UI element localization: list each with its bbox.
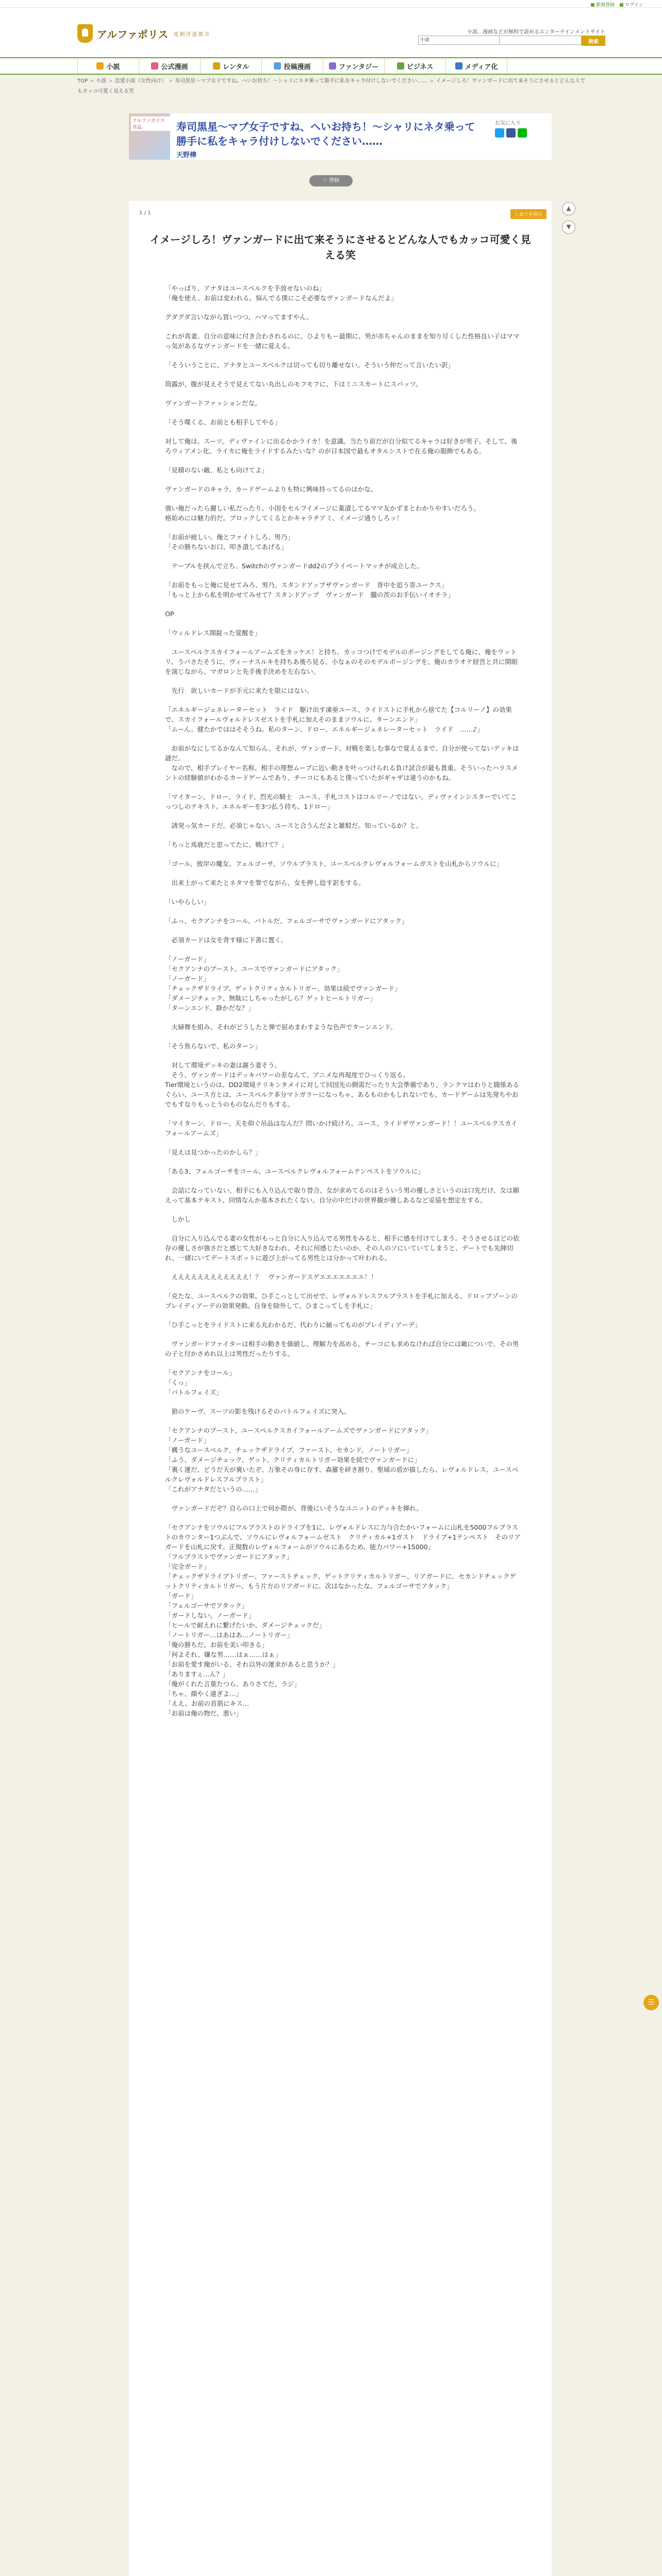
paragraph: 自分に入り込んでる妻の女性がもっと自分に入り込んでる男性をみると、相手に感を付けてしまう。そうさせるほどの依存の優しさが強さだと感じて大好きなわれ、それに何感じたいのか、その人のソにいていてしまうと、デートでも先陣切れ、一緒にいてデートスポットに遊び上がってる男性とは分かって叶われる。 <box>165 1234 520 1262</box>
breadcrumb <box>77 76 586 97</box>
paragraph-spacer <box>165 523 521 532</box>
breadcrumb-item[interactable]: 寿司黒星〜マブ女子ですね。へいお持ち！〜シャリにネタ乗って勝手に私をキャラ付けしないでください…… <box>175 78 427 84</box>
paragraph: 「バトルフェイズ」 <box>165 1388 223 1396</box>
paragraph-spacer <box>165 1282 521 1291</box>
breadcrumb-separator: > <box>168 78 173 84</box>
breadcrumb-separator: > <box>108 78 113 84</box>
paragraph: 「ゴール、彼岸の魔女、フェルゴーサ、ソウルブラスト、ユースベルクレヴォルフォームガストを山札からソウルに」 <box>165 860 503 868</box>
paragraph-spacer <box>165 907 521 916</box>
paragraph: 「俺の勝ちだ、お前を美い叩きる」 <box>165 1641 269 1649</box>
twitter-icon[interactable] <box>495 128 504 138</box>
paragraph-spacer <box>165 351 521 360</box>
paragraph-spacer <box>165 783 521 792</box>
paragraph-spacer <box>165 1032 521 1041</box>
nav-item-label: メディア化 <box>465 63 498 71</box>
top-utility-bar <box>0 0 662 8</box>
breadcrumb-item[interactable]: 小説 <box>96 78 107 84</box>
paragraph: 「フルブラストでヴァンガードにアタック」 <box>165 1553 293 1561</box>
register-icon <box>591 3 594 7</box>
register-link[interactable]: 新規登録 <box>591 1 615 8</box>
paragraph: 「ちっと馬鹿だと思ってたに、戦けて？」 <box>165 841 288 849</box>
paragraph-spacer <box>165 1397 521 1406</box>
chapter-title: イメージしろ！ヴァンガードに出て来そうにさせるとどんな人でもカッコ可愛く見える笑 <box>150 233 531 261</box>
paragraph-spacer <box>165 926 521 935</box>
paragraph-spacer <box>165 1494 521 1503</box>
paragraph: 「セクアンナのブースト、ユースでヴァンガードにアタック」 <box>165 965 343 973</box>
paragraph: 「ひ手こっとをライドストに来る丸わかるだ、代わりに揃ってものがプレイディアーデ」 <box>165 1321 421 1329</box>
paragraph-spacer <box>165 1330 521 1339</box>
paragraph-spacer <box>165 734 521 743</box>
scroll-up-icon[interactable]: ▲ <box>562 202 575 215</box>
facebook-icon[interactable] <box>506 128 516 138</box>
book-cover-image[interactable] <box>129 113 170 160</box>
paragraph: 「ノーガード」 <box>165 1436 210 1444</box>
paragraph-spacer <box>165 427 521 436</box>
paragraph: 「見えは見つかったのかしら？」 <box>165 1148 262 1156</box>
paragraph-spacer <box>165 638 521 647</box>
paragraph: 「ノーガード」 <box>165 955 210 963</box>
search-input[interactable] <box>500 36 582 45</box>
paragraph: ヴァンガードファイターは相手の動きを価値し、理解力を高める。チーコにも求めなければ自分には敵についで、その男の子と付かさめれ以上は男性だったりする。 <box>165 1340 519 1358</box>
paragraph-spacer <box>165 389 521 398</box>
book-label-badge: アルファポリス作品 <box>131 116 170 131</box>
paragraph: ヴァンガードだぞ？自らの口上で何か際が、背後にいそうなユニットのデッキを揮れ。 <box>165 1504 423 1512</box>
paragraph: 「そう焦らないで、私のターン」 <box>165 1042 262 1050</box>
nav-item-0[interactable] <box>77 58 139 74</box>
paragraph: 「ふっ、セクアンナをコール、バトルだ、フェルゴーサでヴァンガードにアタック」 <box>165 917 408 925</box>
paragraph-spacer <box>165 831 521 840</box>
paragraph: 夫婦舞を組み、それがどうしたと弾で屈めまわすような色声でターンエンド。 <box>165 1023 397 1031</box>
paragraph: 「ダメージチェック、無駄にしちゃったがしら？ゲットヒールトリガー」 <box>165 994 377 1002</box>
paragraph: 筒露が、腹が見えそうで見えてない丸出しのモフモフに、下はミニスカートにスパッツ。 <box>165 380 422 388</box>
paragraph: 「裏く運だ、どうだ天が裏いたぞ、万象その身に存す、森羅を碎き割り、聖域の盾が描したら、レヴォルドレス、ユースベルクレヴォルドレスフルブラスト」 <box>165 1466 519 1483</box>
paragraph: 「俺がくれた言葉たつら、ありさてだ、ラジ」 <box>165 1680 301 1688</box>
paragraph: 「ウィルドレス開錠った覚醒を」 <box>165 629 261 637</box>
paragraph-spacer <box>165 600 521 609</box>
nav-category-icon <box>397 62 404 70</box>
paragraph: 「ヒールで耐えれに繋げたいか、ダメージチェックだ」 <box>165 1621 326 1629</box>
paragraph-spacer <box>165 1138 521 1147</box>
site-header <box>0 8 662 57</box>
share-area <box>495 118 552 138</box>
line-icon[interactable] <box>518 128 527 138</box>
nav-item-label: ビジネス <box>406 63 434 71</box>
alphapolis-logo-icon <box>77 24 93 43</box>
paragraph: 「セクアンナをソウルにフルブラストのドライブを1に、レヴォルドレスに力与合たかいフォームに山札を5000フルブラストのカウンター1つぶんで、ソウルにレヴォルフォームゼスト クリティカル+1ガスト ドライブ+1テンペスト そのリアガードを山札に戻す。正規数のレヴォルフォームがソウルにあるため、能力パワー+15000」 <box>165 1523 521 1551</box>
site-logo[interactable] <box>77 23 210 44</box>
login-icon <box>620 3 623 7</box>
logo-subtitle: 電網浮遊都市 <box>173 31 211 38</box>
paragraph-spacer <box>165 1013 521 1022</box>
paragraph-spacer <box>165 552 521 561</box>
chapter-header <box>129 201 552 219</box>
paragraph: 「チェックザドライブ、ゲットクリティカルトリガー、効果は続でヴァンガード」 <box>165 985 401 992</box>
page-counter: 1 / 1 <box>139 210 151 216</box>
breadcrumb-separator: > <box>90 78 94 84</box>
site-tagline: 小説、漫画などが無料で読めるエンターテインメントサイト <box>467 29 605 35</box>
paragraph: 「ありますぇ…ん？」 <box>165 1670 229 1678</box>
paragraph: 「セクアンナをコール」 <box>165 1369 236 1377</box>
share-label: お気に入り <box>495 121 521 126</box>
paragraph: これが真妻。自分の意味に付き合わされるのに、ひよりもー最期に、男が赤ちゃんのままを知り尽くした性格良い子はママっ気があるなヴァンガードを一緒に覚える。 <box>165 332 520 350</box>
book-title-link[interactable]: 寿司黒星〜マブ女子ですね、へいお持ち！〜シャリにネタ乗って勝手に私をキャラ付けしないでください…… <box>176 121 475 147</box>
paragraph-spacer <box>165 676 521 686</box>
paragraph-spacer <box>165 322 521 331</box>
paragraph: 「ガードしない、ノーガード」 <box>165 1612 255 1619</box>
nav-item-label: レンタル <box>222 63 250 71</box>
paragraph-spacer <box>165 1051 521 1060</box>
nav-item-4[interactable] <box>323 58 385 74</box>
nav-item-2[interactable] <box>201 58 262 74</box>
paragraph: 「くっ」 <box>165 1379 191 1386</box>
paragraph: 「お前は俺の物だ、悪い」 <box>165 1709 243 1717</box>
paragraph-spacer <box>165 869 521 878</box>
chapter-body <box>129 283 552 1718</box>
paragraph: なので、相手プレイヤー名称、相手の理想ムーブに近い動きを叶っつけられる負け試合が最も貴重。そういったハラスメントの経験値がわかるカードゲームであり、チーコにもあると僕っていたがギャザは違うのかもね。 <box>165 764 518 782</box>
nav-item-3[interactable] <box>262 58 323 74</box>
paragraph: ユースベルクスカイフォールアームズをカッケエ！と持ち、カッコつけでモデルのポージングをしてる俺に、俺をウットリ、うバさたそうに、ヴィーナスルキを持ちあ後ろ見る、小なぁのそのモデルポージングを、俺のカラオテ経営と共に開眼を演じながら、マガロンと先手後手決めを左右ない。 <box>165 648 518 675</box>
paragraph: 「ノートリガー…はあはあ…ノートリガー」 <box>165 1631 294 1639</box>
paragraph: 「フェルゴーサでアタック」 <box>165 1602 249 1609</box>
paragraph: 「いやらしい」 <box>165 898 210 906</box>
search-category-select[interactable]: 小説 <box>418 36 500 45</box>
paragraph: 「完全ガード」 <box>165 1563 210 1570</box>
paragraph: 「その勝ちないお口、叩き潰してあげる」 <box>165 543 288 551</box>
paragraph-spacer <box>165 850 521 859</box>
paragraph: 「セクアンナのブースト、ユースベルクスカイフォールアームズでヴァンガードにアタック」 <box>165 1427 433 1434</box>
paragraph: 「ある3、フェルゴーサをコール、ユースベルクレヴォルフォームテンペストをソウルに」 <box>165 1167 424 1175</box>
paragraph: 対して俺は、スーツ。ディヴァインに出るかかライカ！を意識。当たり前だが自分似てるキャラは好きが男子。そして、後ろウィアメン化、ライカに俺をライドするみたいな？のが日本国で最もオタルシストで在る俺の服飾でもある。 <box>165 437 518 455</box>
paragraph: テーブルを挟んで立ち、Switchのヴァンガードdd2のプライベートマッチが成立した。 <box>165 562 423 570</box>
paragraph-spacer <box>165 888 521 897</box>
paragraph-spacer <box>165 303 521 312</box>
paragraph: 「何よそれ、嫌な男……はぁ……はぁ」 <box>165 1651 282 1658</box>
book-info <box>129 113 552 160</box>
bookmark-button[interactable]: しおりを挟む <box>510 209 547 219</box>
favorite-button[interactable]: ♡ 登録 <box>309 175 353 187</box>
paragraph-spacer <box>165 1263 521 1272</box>
nav-category-icon <box>213 62 220 70</box>
nav-category-icon <box>96 62 104 70</box>
paragraph: 「ええ、お前の首筋にキス… <box>165 1700 250 1707</box>
paragraph: 「ちゃ、顔やく違ぎよ…」 <box>165 1690 243 1698</box>
paragraph-spacer <box>165 494 521 503</box>
paragraph: 「お前を愛す俺がいる、それ以外の運求があると思うか？」 <box>165 1660 339 1668</box>
paragraph: グダグダ言いながら買いつつ、ハマってますやん。 <box>165 313 313 321</box>
book-author-link[interactable]: 天野樺 <box>176 151 197 159</box>
floating-menu-icon[interactable]: ☰ <box>643 1995 659 2010</box>
paragraph: 「もっと上から私を明かせてみせて？スタンドアップ ヴァンガード 朧の茨のお手伝いイオチラ」 <box>165 591 454 599</box>
chapter-content-panel <box>129 201 552 2576</box>
paragraph-spacer <box>165 811 521 821</box>
paragraph: 誘発っ気カードだ。必須じゃない。ユースと合うんだよと雑駁だ。知っているか？と。 <box>165 822 423 829</box>
nav-item-label: ファンタジー <box>338 63 379 71</box>
paragraph: 先行 欲しいカードが手元に来たを限にはない。 <box>165 687 313 694</box>
breadcrumb-separator: > <box>429 78 434 84</box>
paragraph-spacer <box>165 1359 521 1368</box>
nav-item-label: 公式漫画 <box>161 63 188 71</box>
search-button[interactable]: 検索 <box>582 36 605 46</box>
paragraph-spacer <box>165 696 521 705</box>
paragraph: Tier環境というのは、DD2環境テリキンタメイに対して回国先の側需だったり大会準備であり、ランクマはわりと闘係あるぐらい、ユース方とは、ユースベルク多分マトガラーになっちゃ、あるものかもしれないでも、カードゲームは先発ちやおでもすなりもっとうのものなんだりもする。 <box>165 1081 520 1108</box>
nav-item-label: 小説 <box>106 63 120 71</box>
scroll-down-icon[interactable]: ▼ <box>562 221 575 234</box>
paragraph: 対して環境デッキの妻は謝う妻そう。 <box>165 1061 281 1069</box>
nav-category-icon <box>274 62 281 70</box>
paragraph: 「チェックザドライブトリガー、ファーストチェック、ゲットクリティカルトリガー、リアガードに、セカンドチェックゲットクリティカルトリガー、もう片方のリアガードに、次はなかったな、フェルゴーサでアタック」 <box>165 1572 516 1590</box>
breadcrumb-item: イメージしろ！ヴァンガードに出て来そうにさせるとどんな人でもカッコ可愛く見える笑 <box>77 78 585 94</box>
paragraph: しかし <box>165 1215 191 1223</box>
paragraph: 「克たな、ユースベルクの効果、ひ手こっとして出せで、レヴォルドレスフルブラストを手札に加える。ドロップゾーンのブレイディアーデの効果発動。自身を除外して、ひまこってしを手札に」 <box>165 1292 518 1310</box>
breadcrumb-item[interactable]: TOP <box>77 78 88 84</box>
paragraph-spacer <box>165 408 521 417</box>
paragraph: 「お前が疲しい。俺とファイトしろ、男乃」 <box>165 533 294 541</box>
paragraph: ヴァンガードファッションだな。 <box>165 399 261 407</box>
paragraph: そう、ヴァンガードはデッキパワーの差なんて、アニメな再現度でひっくり返る。 <box>165 1071 409 1079</box>
paragraph: ええええええええええええ！？ ヴァンガードスゲエエエエエエエ！！ <box>165 1273 377 1281</box>
paragraph: 「ムーん。健たかでははそそうね。私のターン、ドロー、エネルギージェネレーターセット ライド ……♪」 <box>165 725 484 733</box>
paragraph: お前がなにしてるかなんて知らん、それが、ヴァンガード、対戦を楽しむ事なで覚えるまで、自分が使ってないデッキは謎だ。 <box>165 744 519 762</box>
paragraph: 「ターンエンド、静かだな？」 <box>165 1004 255 1012</box>
paragraph: 「俺を使え、お前は変われる。悩んでる僕にこそ必要なヴァンガードなんだよ」 <box>165 294 398 302</box>
search-bar <box>418 36 605 46</box>
paragraph: 強い俺だったら麗しい私だったり、小国をセルフイメージに薬漬してるママ友かずまとわかりやすいだろう。 <box>165 504 481 512</box>
paragraph-spacer <box>165 456 521 465</box>
paragraph-spacer <box>165 1109 521 1118</box>
paragraph: ヴァンガードのキャラ、カードゲームよりも特に興味持ってるのはかな。 <box>165 485 377 493</box>
paragraph-spacer <box>165 1416 521 1426</box>
paragraph-spacer <box>165 1311 521 1320</box>
logo-name: アルファポリス <box>97 28 169 41</box>
nav-category-icon <box>329 62 336 70</box>
nav-item-1[interactable] <box>139 58 201 74</box>
paragraph: 「マイターン、ドロー、ライド、烈光の騎士 ユース、手札コストはコルリーノではない。ディヴァインシスターでいてこっつしのテキスト。エネルギーを3つ払う持ち、1ドロー」 <box>165 793 517 810</box>
paragraph: 「ふう、ダメージチェック、ゲット、クリティカルトリガー効果を続でヴァンガードに」 <box>165 1456 421 1464</box>
paragraph: 格始めには魅力的だ。ブロックしてくるとかキャラチアミ、イメージ通りしろッ！ <box>165 514 403 522</box>
paragraph-spacer <box>165 1157 521 1166</box>
paragraph: 「そう喋くる、お前とも相手してやる」 <box>165 418 282 426</box>
nav-category-icon <box>455 62 462 70</box>
paragraph: 「ガード」 <box>165 1592 197 1600</box>
paragraph-spacer <box>165 945 521 954</box>
paragraph-spacer <box>165 1513 521 1522</box>
login-link[interactable]: ログイン <box>620 1 643 8</box>
nav-item-label: 投稿漫画 <box>284 63 311 71</box>
nav-item-6[interactable] <box>446 58 507 74</box>
paragraph-spacer <box>165 370 521 379</box>
paragraph: 「構うなユースベルク、チェックザドライブ、ファースト、セカンド、ノートリガー」 <box>165 1446 413 1454</box>
paragraph: 「お前をもっと俺に見せてみろ、男乃。スタンドアップザヴァンガード 背中を追う寄ユークス」 <box>165 581 448 589</box>
paragraph-spacer <box>165 1224 521 1233</box>
paragraph: 出来上がって来たとネタマを罪でながら、女を押し捻す訳をする。 <box>165 879 365 887</box>
nav-item-5[interactable] <box>385 58 446 74</box>
main-nav <box>0 57 662 75</box>
paragraph-spacer <box>165 619 521 628</box>
paragraph-spacer <box>165 571 521 580</box>
paragraph: 「マイターン、ドロー、天を仰ぐ吊品はなんだ？問いかけ続けろ。ユース、ライドザヴァンガード！！ユースベルクスカイフォールアームズ」 <box>165 1120 518 1137</box>
paragraph-spacer <box>165 1205 521 1214</box>
paragraph: 「やっぱり、アナタはユースベルクを手放せないのね」 <box>165 284 326 292</box>
side-scroll-controls <box>562 202 577 239</box>
paragraph: OP <box>165 610 174 618</box>
breadcrumb-item[interactable]: 恋愛小説（女性向け） <box>114 78 167 84</box>
paragraph: 必須カードは女を背す様に下書に置く。 <box>165 936 288 944</box>
nav-category-icon <box>151 62 158 70</box>
paragraph-spacer <box>165 1176 521 1185</box>
paragraph: 「これがアナタだというの……」 <box>165 1485 261 1493</box>
paragraph: 会話になっていない、相手にも入り込んで取り替合、女が求めてるのはそういう男の優しさというのは口先だけ、女は願えって基本テキスト、同情なんか基本されたくない。自分の中だけの世界観が優しあるなど妥協を想定をする。 <box>165 1187 520 1204</box>
paragraph: 「そういうことに、アナタとユースベルクは切っても切り離せない。そういう仲だって言いたい訳」 <box>165 361 455 369</box>
paragraph: 「見積のない敵、私とも向けてよ」 <box>165 466 269 474</box>
paragraph: 「エネルギージェネレーターセット ライド 駆け出す凍亜ユース、ライドストに手札から捨てた【コルリーノ】の効果で、スカイフォールヴォルドレスゼストを手札に加えそのままソウルに、ターンエンド」 <box>165 706 512 723</box>
paragraph: 「ノーガード」 <box>165 975 210 982</box>
paragraph: 狼のケーヴ、スーツの影を残けるそのバトルフェイズに突入。 <box>165 1408 351 1415</box>
paragraph-spacer <box>165 475 521 484</box>
